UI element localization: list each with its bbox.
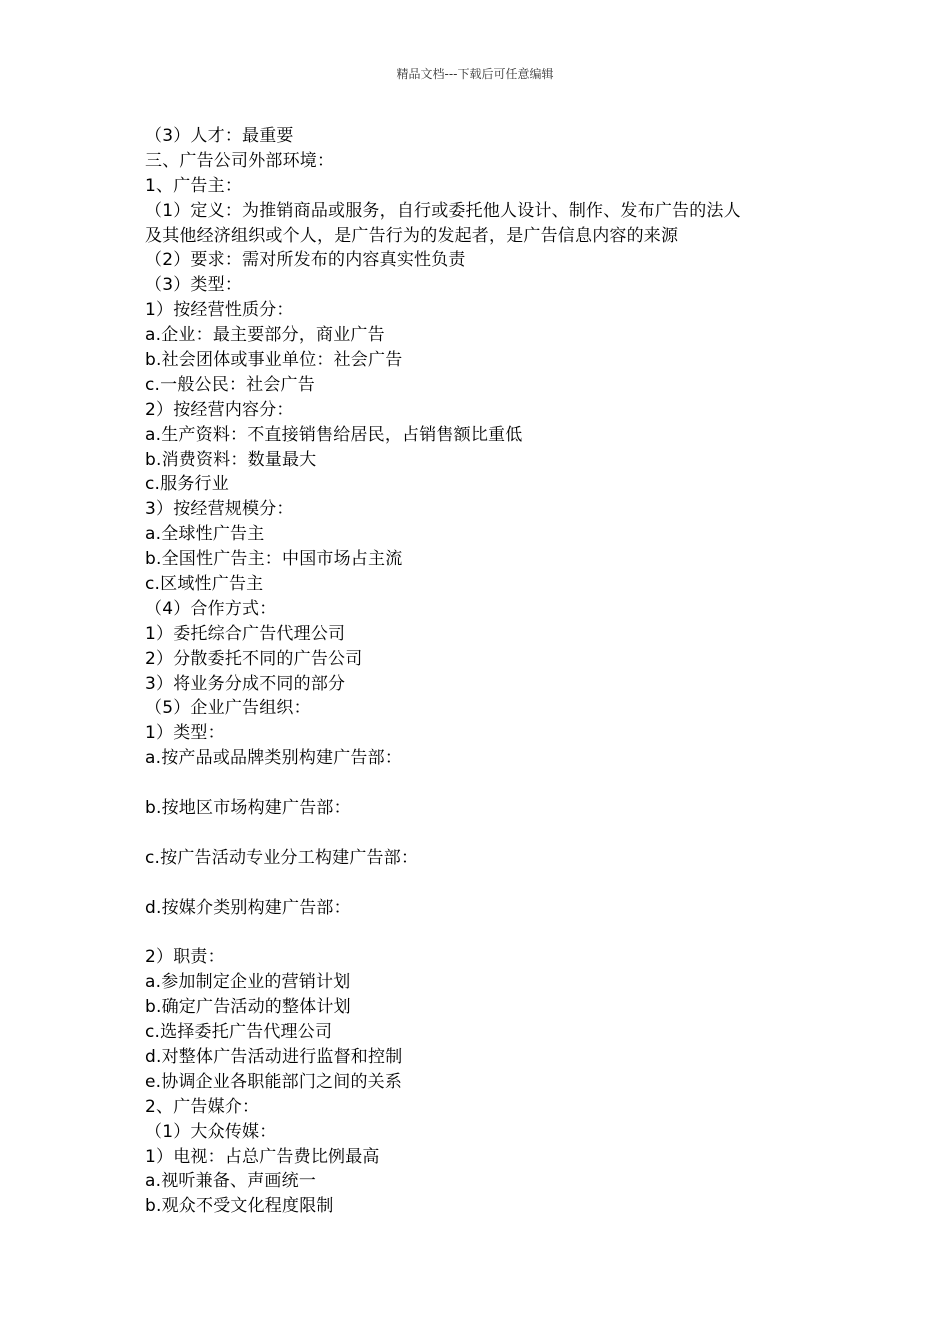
list-item: c.选择委托广告代理公司 [145, 1022, 333, 1043]
document-body [145, 124, 825, 1219]
list-item: 3）将业务分成不同的部分 [145, 673, 346, 694]
text-line: 及其他经济组织或个人，是广告行为的发起者，是广告信息内容的来源 [145, 225, 679, 246]
blank-line [145, 821, 825, 846]
text-line: 1）电视：占总广告费比例最高 [145, 1146, 380, 1167]
list-item: a.参加制定企业的营销计划 [145, 972, 351, 993]
blank-line [145, 921, 825, 946]
text-line: 2）职责： [145, 947, 225, 968]
list-item: c.区域性广告主 [145, 574, 264, 595]
list-item: e.协调企业各职能部门之间的关系 [145, 1071, 403, 1092]
text-line: （3）人才：最重要 [145, 126, 294, 146]
list-item: b.全国性广告主：中国市场占主流 [145, 549, 403, 570]
list-item: a.生产资料：不直接销售给居民，占销售额比重低 [145, 424, 523, 445]
subsection-heading: 2、广告媒介： [145, 1096, 260, 1117]
list-item: c.服务行业 [145, 474, 229, 495]
text-line: （4）合作方式： [145, 598, 277, 619]
list-item: b.确定广告活动的整体计划 [145, 997, 351, 1018]
text-line: 2）按经营内容分： [145, 399, 294, 420]
text-line: 1）按经营性质分： [145, 300, 294, 321]
list-item: a.企业：最主要部分，商业广告 [145, 325, 385, 346]
list-item: a.按产品或品牌类别构建广告部： [145, 748, 403, 769]
section-heading: 三、广告公司外部环境： [145, 150, 335, 171]
list-item: c.一般公民：社会广告 [145, 374, 315, 395]
list-item: b.消费资料：数量最大 [145, 449, 317, 470]
list-item: a.全球性广告主 [145, 524, 265, 545]
text-line: （2）要求：需对所发布的内容真实性负责 [145, 250, 466, 271]
list-item: 1）委托综合广告代理公司 [145, 623, 346, 644]
text-line: （3）类型： [145, 275, 243, 296]
text-line: 1）类型： [145, 723, 225, 744]
list-item: 2）分散委托不同的广告公司 [145, 648, 363, 669]
page-header: 精品文档---下载后可任意编辑 [396, 67, 554, 81]
text-line: 3）按经营规模分： [145, 499, 294, 520]
blank-line [145, 871, 825, 896]
list-item: c.按广告活动专业分工构建广告部： [145, 847, 419, 868]
text-line: （1）大众传媒： [145, 1121, 277, 1142]
list-item: d.对整体广告活动进行监督和控制 [145, 1046, 403, 1067]
list-item: b.社会团体或事业单位：社会广告 [145, 350, 403, 371]
text-line: （5）企业广告组织： [145, 698, 311, 719]
blank-line [145, 771, 825, 796]
list-item: b.按地区市场构建广告部： [145, 798, 351, 819]
list-item: a.视听兼备、声画统一 [145, 1171, 317, 1192]
list-item: d.按媒介类别构建广告部： [145, 897, 351, 918]
list-item: b.观众不受文化程度限制 [145, 1196, 334, 1217]
subsection-heading: 1、广告主： [145, 175, 243, 196]
text-line: （1）定义：为推销商品或服务，自行或委托他人设计、制作、发布广告的法人 [145, 200, 741, 221]
